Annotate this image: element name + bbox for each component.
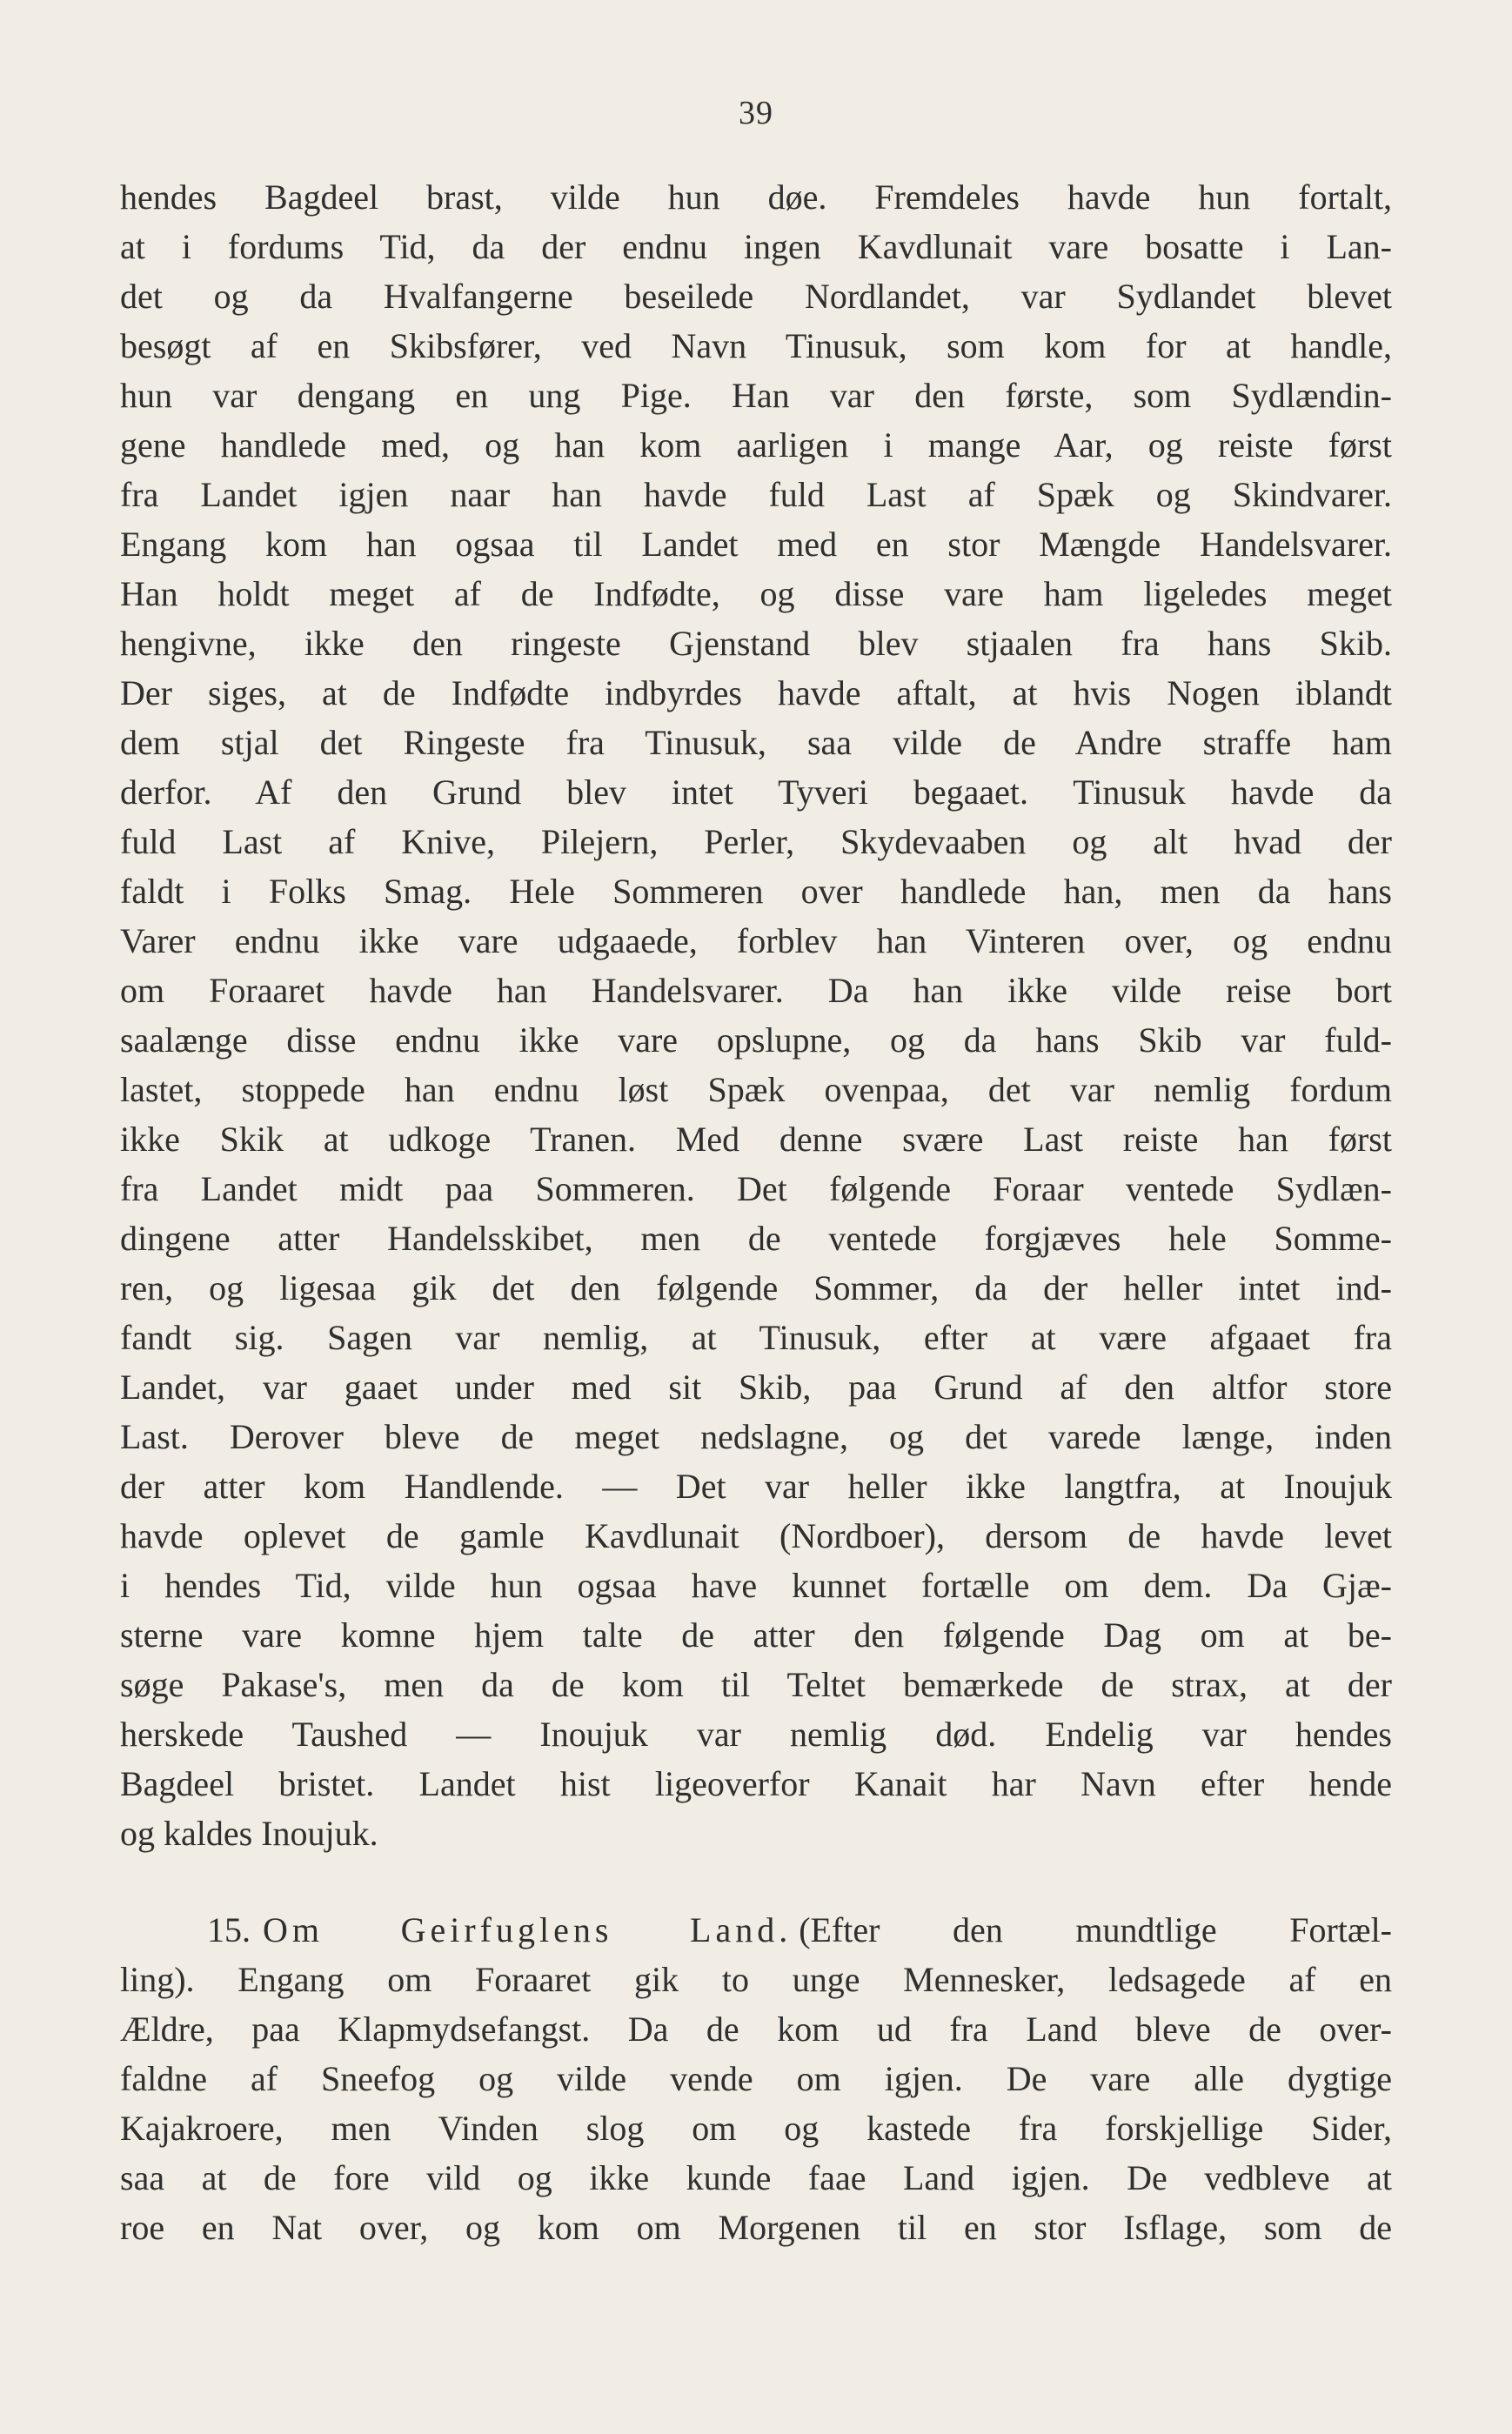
text-line: besøgt af en Skibsfører, ved Navn Tinusuk, som kom for at handle, [120, 326, 1392, 365]
text-line: hengivne, ikke den ringeste Gjenstand blev stjaalen fra hans Skib. [120, 624, 1392, 663]
text-line: saalænge disse endnu ikke vare opslupne, og da hans Skib var fuld- [120, 1020, 1392, 1060]
text-line: faldne af Sneefog og vilde vende om igjen. De vare alle dygtige [120, 2059, 1392, 2098]
text-line: ikke Skik at udkoge Tranen. Med denne svære Last reiste han først [120, 1120, 1392, 1159]
text-line: hendes Bagdeel brast, vilde hun døe. Fremdeles havde hun fortalt, [120, 177, 1392, 217]
text-line: fra Landet midt paa Sommeren. Det følgende Foraar ventede Sydlæn- [120, 1169, 1392, 1208]
text-line: havde oplevet de gamle Kavdlunait (Nordboer), dersom de havde levet [120, 1516, 1392, 1555]
text-line: fandt sig. Sagen var nemlig, at Tinusuk, efter at være afgaaet fra [120, 1318, 1392, 1357]
text-line: ling). Engang om Foraaret gik to unge Mennesker, ledsagede af en [120, 1960, 1392, 1999]
section-title: Om Geirfuglens Land. [263, 1910, 793, 1949]
text-line: fuld Last af Knive, Pilejern, Perler, Skydevaaben og alt hvad der [120, 822, 1392, 861]
text-line: Bagdeel bristet. Landet hist ligeoverfor Kanait har Navn efter hende [120, 1764, 1392, 1803]
text-line: Han holdt meget af de Indfødte, og disse vare ham ligeledes meget [120, 574, 1392, 613]
text-line: Kajakroere, men Vinden slog om og kastede fra forskjellige Sider, [120, 2109, 1392, 2148]
text-line: gene handlede med, og han kom aarligen i mange Aar, og reiste først [120, 425, 1392, 465]
text-line: dingene atter Handelsskibet, men de ventede forgjæves hele Somme- [120, 1219, 1392, 1258]
text-line: Engang kom han ogsaa til Landet med en stor Mængde Handelsvarer. [120, 525, 1392, 564]
text-line: det og da Hvalfangerne beseilede Nordlandet, var Sydlandet blevet [120, 277, 1392, 316]
text-line: saa at de fore vild og ikke kunde faae Land igjen. De vedbleve at [120, 2158, 1392, 2197]
text-line: Ældre, paa Klapmydsefangst. Da de kom ud fra Land bleve de over- [120, 2009, 1392, 2049]
text-line: Last. Derover bleve de meget nedslagne, og det varede længe, inden [120, 1417, 1392, 1456]
text-line: roe en Nat over, og kom om Morgenen til en stor Isflage, som de [120, 2208, 1392, 2247]
text-line: søge Pakase's, men da de kom til Teltet bemærkede de strax, at der [120, 1665, 1392, 1704]
text-line: dem stjal det Ringeste fra Tinusuk, saa vilde de Andre straffe ham [120, 723, 1392, 762]
text-line: ren, og ligesaa gik det den følgende Sommer, da der heller intet ind- [120, 1268, 1392, 1307]
section-number: 15. [207, 1910, 251, 1949]
text-line: om Foraaret havde han Handelsvarer. Da han ikke vilde reise bort [120, 971, 1392, 1010]
text-line: og kaldes Inoujuk. [120, 1814, 378, 1853]
text-line: faldt i Folks Smag. Hele Sommeren over handlede han, men da hans [120, 872, 1392, 911]
text-line: hun var dengang en ung Pige. Han var den første, som Sydlændin- [120, 376, 1392, 415]
text-line: der atter kom Handlende. — Det var heller ikke langtfra, at Inoujuk [120, 1467, 1392, 1506]
section-heading-line [120, 1905, 1392, 1955]
page-number: 39 [739, 95, 773, 131]
section-subtitle: (Efter den mundtlige Fortæl- [799, 1910, 1392, 1949]
text-line: lastet, stoppede han endnu løst Spæk ovenpaa, det var nemlig fordum [120, 1070, 1392, 1109]
text-line: i hendes Tid, vilde hun ogsaa have kunnet fortælle om dem. Da Gjæ- [120, 1566, 1392, 1605]
text-line: Der siges, at de Indfødte indbyrdes havde aftalt, at hvis Nogen iblandt [120, 673, 1392, 712]
text-line: derfor. Af den Grund blev intet Tyveri begaaet. Tinusuk havde da [120, 772, 1392, 812]
text-line: Landet, var gaaet under med sit Skib, paa Grund af den altfor store [120, 1367, 1392, 1407]
text-line: at i fordums Tid, da der endnu ingen Kavdlunait vare bosatte i Lan- [120, 227, 1392, 266]
paragraph-inoujuk [120, 172, 1392, 1858]
text-line: fra Landet igjen naar han havde fuld Last af Spæk og Skindvarer. [120, 475, 1392, 514]
section-15 [120, 1905, 1392, 2252]
text-line: Varer endnu ikke vare udgaaede, forblev han Vinteren over, og endnu [120, 921, 1392, 960]
text-line: herskede Taushed — Inoujuk var nemlig død. Endelig var hendes [120, 1715, 1392, 1754]
text-line: sterne vare komne hjem talte de atter den følgende Dag om at be- [120, 1615, 1392, 1655]
